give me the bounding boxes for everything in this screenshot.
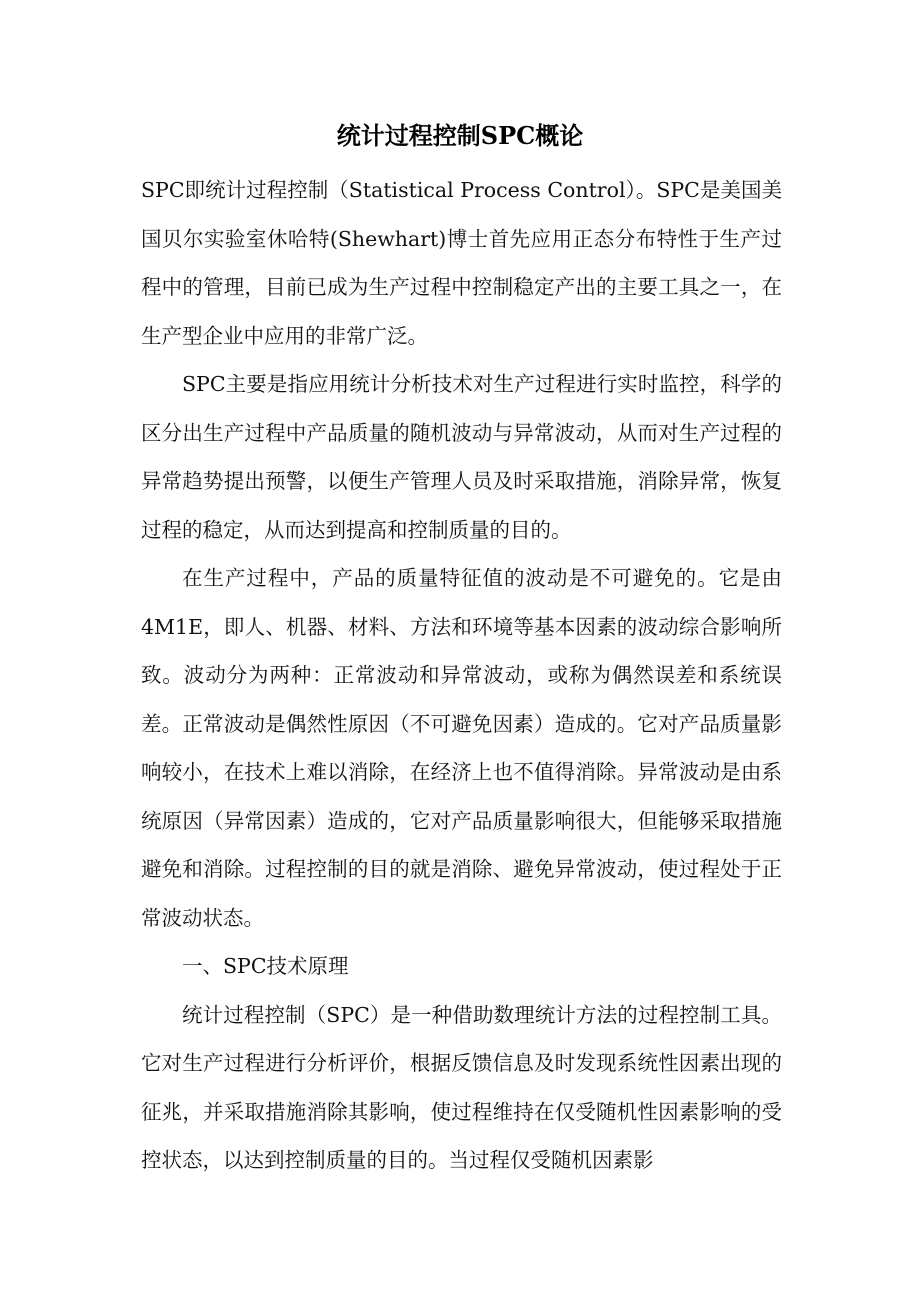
paragraph-spc-purpose: SPC主要是指应用统计分析技术对生产过程进行实时监控，科学的区分出生产过程中产品质量的随机波动与异常波动，从而对生产过程的异常趋势提出预警，以便生产管理人员及时采取措施，消除异常，恢复过程的稳定，从而达到提高和控制质量的目的。 bbox=[141, 372, 782, 542]
document-title: 统计过程控制SPC概论 bbox=[336, 121, 584, 150]
section-heading: 一、SPC技术原理 bbox=[182, 954, 349, 978]
paragraph-principle: 统计过程控制（SPC）是一种借助数理统计方法的过程控制工具。它对生产过程进行分析评价，根据反馈信息及时发现系统性因素出现的征兆，并采取措施消除其影响，使过程维持在仅受随机性因素影响的受控状态，以达到控制质量的目的。当过程仅受随机因素影 bbox=[141, 1002, 782, 1172]
paragraph-intro: SPC即统计过程控制（Statistical Process Control）。SPC是美国美国贝尔实验室休哈特(Shewhart)博士首先应用正态分布特性于生产过程中的管理，目前已成为生产过程中控制稳定产出的主要工具之一，在生产型企业中应用的非常广泛。 bbox=[141, 178, 782, 348]
document-body bbox=[141, 166, 782, 1185]
paragraph-variation: 在生产过程中，产品的质量特征值的波动是不可避免的。它是由4M1E，即人、机器、材料、方法和环境等基本因素的波动综合影响所致。波动分为两种：正常波动和异常波动，或称为偶然误差和系统误差。正常波动是偶然性原因（不可避免因素）造成的。它对产品质量影响较小，在技术上难以消除，在经济上也不值得消除。异常波动是由系统原因（异常因素）造成的，它对产品质量影响很大，但能够采取措施避免和消除。过程控制的目的就是消除、避免异常波动，使过程处于正常波动状态。 bbox=[141, 566, 782, 930]
